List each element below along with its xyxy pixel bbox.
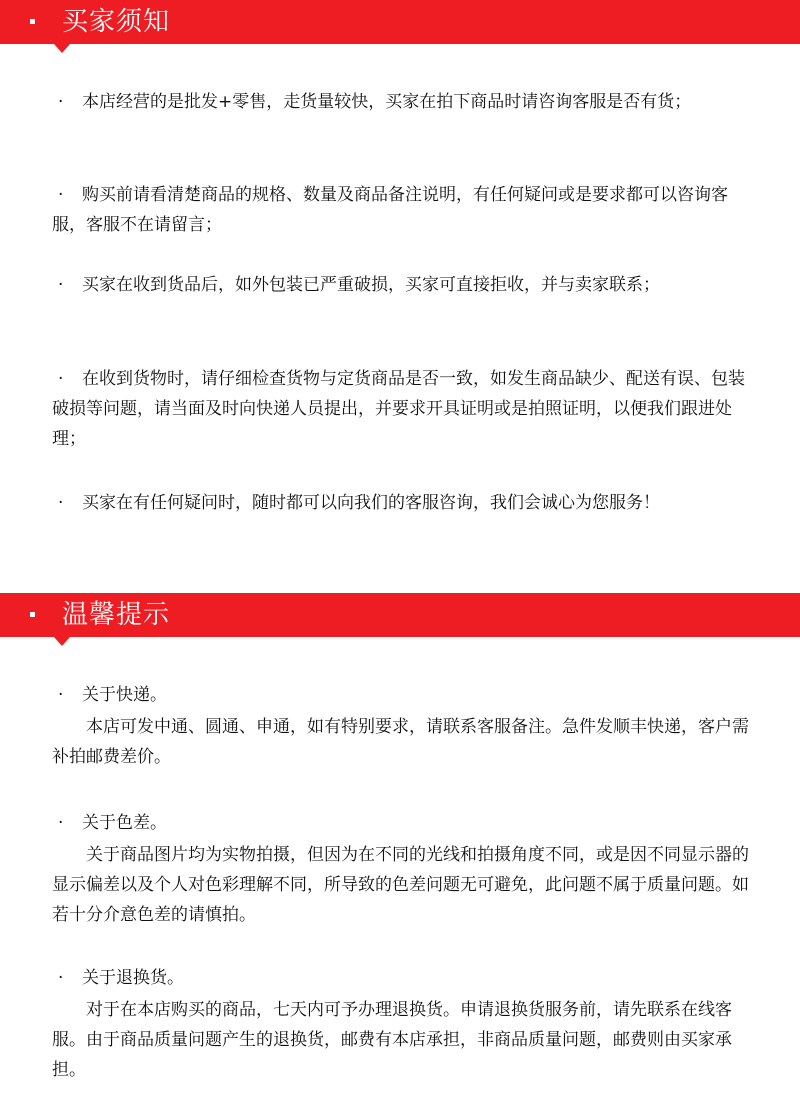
bullet-icon: · [58,813,64,833]
notice-item-2 [52,180,752,240]
tip-heading-returns [52,963,752,993]
bullet-icon: · [58,493,64,513]
tip-text-returns: 对于在本店购买的商品，七天内可予办理退换货。申请退换货服务前，请先联系在线客服。由于商品质量问题产生的退换货，邮费有本店承担，非商品质量问题，邮费则由买家承担。 [52,1000,732,1080]
notice-text: 购买前请看清楚商品的规格、数量及商品备注说明，有任何疑问或是要求都可以咨询客服，客服不在请留言； [52,185,728,235]
tip-heading-color [52,808,752,838]
section-title: 温馨提示 [62,600,171,630]
notice-item-3 [52,270,752,300]
tip-text-color: 关于商品图片均为实物拍摄，但因为在不同的光线和拍摄角度不同，或是因不同显示器的显示偏差以及个人对色彩理解不同，所导致的色差问题无可避免，此问题不属于质量问题。如若十分介意色差的请慎拍。 [52,845,749,925]
notice-item-4 [52,364,752,454]
notice-item-1 [52,87,752,117]
bullet-icon: · [58,92,64,112]
notice-item-5 [52,488,752,518]
section-header-warm-tips [0,593,800,637]
bullet-icon: · [58,185,64,205]
tip-heading: 关于退换货。 [82,968,184,988]
notice-text: 买家在收到货品后，如外包装已严重破损，买家可直接拒收，并与卖家联系； [82,275,660,295]
section-header-buyer-notice [0,0,800,44]
tip-heading: 关于快递。 [82,685,167,705]
bullet-icon: · [58,369,64,389]
section-title: 买家须知 [62,7,171,37]
bullet-icon: · [58,968,64,988]
notice-text: 本店经营的是批发+零售，走货量较快，买家在拍下商品时请咨询客服是否有货； [82,92,692,112]
tip-heading: 关于色差。 [82,813,167,833]
tip-heading-shipping [52,680,752,710]
notice-text: 在收到货物时，请仔细检查货物与定货商品是否一致，如发生商品缺少、配送有误、包装破损等问题，请当面及时向快递人员提出，并要求开具证明或是拍照证明，以便我们跟进处理； [52,369,745,449]
pointer-notch-icon [54,637,70,646]
bullet-icon: · [58,275,64,295]
bullet-square-icon [30,19,35,24]
pointer-notch-icon [54,44,70,53]
tip-text-shipping: 本店可发中通、圆通、申通，如有特别要求，请联系客服备注。急件发顺丰快递，客户需补拍邮费差价。 [52,717,749,767]
bullet-icon: · [58,685,64,705]
notice-text: 买家在有任何疑问时，随时都可以向我们的客服咨询，我们会诚心为您服务！ [82,493,660,513]
bullet-square-icon [30,612,35,617]
